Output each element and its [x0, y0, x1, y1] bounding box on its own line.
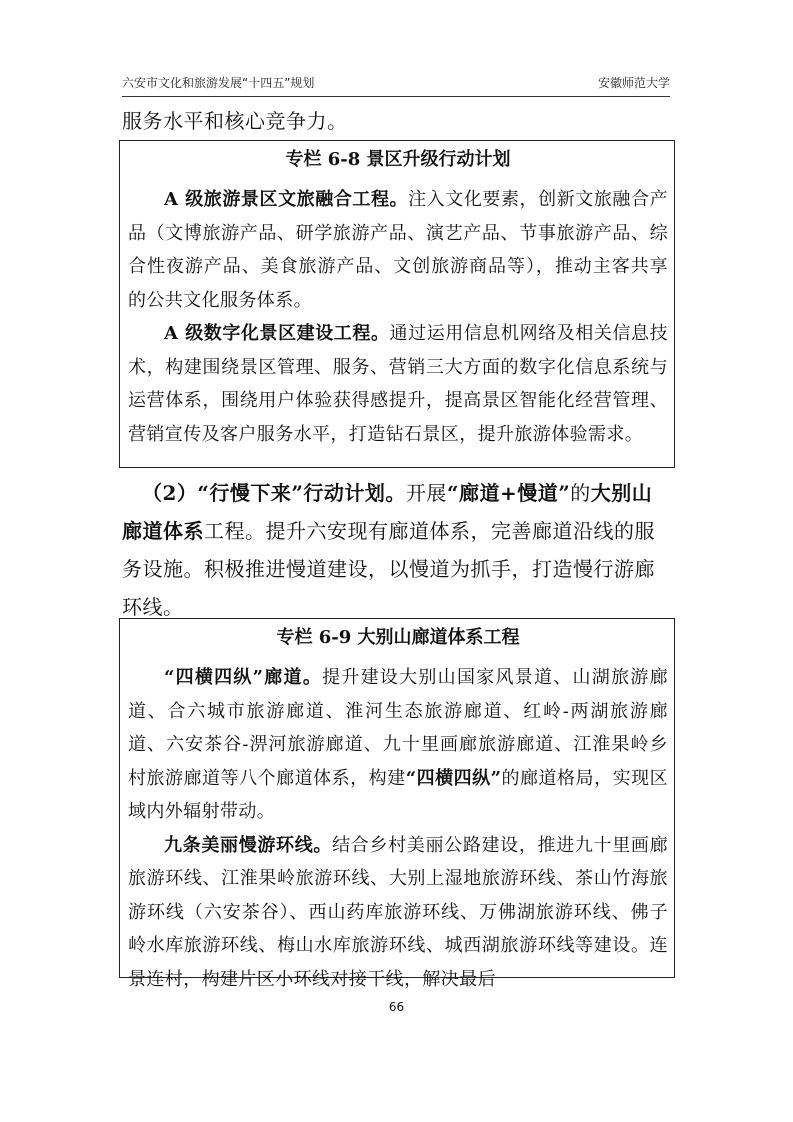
- paragraph-heading: 九条美丽慢游环线。: [164, 834, 333, 856]
- body-paragraph: （2）“行慢下来”行动计划。开展“廊道+慢道”的大别山廊道体系工程。提升六安现有廊道体系，完善廊道沿线的服务设施。积极推进慢道建设，以慢道为抓手，打造慢行游廊环线。: [122, 481, 655, 619]
- column-box-6-9: [119, 618, 675, 990]
- paragraph-heading: “四横四纵”廊道。: [164, 667, 323, 688]
- box-paragraph: [128, 183, 668, 317]
- page-number: 66: [388, 1000, 405, 1014]
- box-title: 专栏 6-8 景区升级行动计划: [285, 149, 511, 170]
- top-paragraph: 服务水平和核心竞争力。: [122, 109, 348, 133]
- box-paragraph: [128, 829, 668, 997]
- emphasis: “廊道+慢道”: [446, 481, 571, 505]
- emphasis: “四横四纵”: [405, 767, 502, 789]
- paragraph-text: 通过运用信息机网络及相关信息技术，构建围绕景区管理、服务、营销三大方面的数字化信息系统与运营体系，围绕用户体验获得感提升，提高景区智能化经营管理、营销宣传及客户服务水平，打造钻石景区，提升旅游体验需求。: [128, 323, 669, 445]
- header-title: 六安市文化和旅游发展“十四五”规划: [122, 76, 315, 90]
- paragraph-text: 注入文化要素，创新文旅融合产品（文博旅游产品、研学旅游产品、演艺产品、节事旅游产品、综合性夜游产品、美食旅游产品、文创旅游商品等），推动主客共享的公共文化服务体系。: [128, 189, 668, 311]
- paragraph-heading: A 级旅游景区文旅融合工程。: [164, 189, 409, 210]
- page-header: [122, 74, 670, 91]
- column-box-6-8: [119, 140, 675, 468]
- paragraph-heading: A 级数字化景区建设工程。: [164, 323, 390, 344]
- box-paragraph: [128, 317, 668, 451]
- paragraph-text: 结合乡村美丽公路建设，推进九十里画廊旅游环线、江淮果岭旅游环线、大别上湿地旅游环线、茶山竹海旅游环线（六安茶谷）、西山药库旅游环线、万佛湖旅游环线、佛子岭水库旅游环线、梅山水库旅游环线、城西湖旅游环线等建设。连景连村，构建片区小环线对接干线，解决最后: [128, 834, 668, 990]
- header-rule: [122, 96, 670, 97]
- box-paragraph: “四横四纵”廊道。提升建设大别山国家风景道、山湖旅游廊道、合六城市旅游廊道、淮河生态旅游廊道、红岭-两湖旅游廊道、六安茶谷-淠河旅游廊道、九十里画廊旅游廊道、江淮果岭乡村旅游廊道等八个廊道体系，构建“四横四纵”的廊道格局，实现区域内外辐射带动。: [128, 667, 669, 822]
- section-heading: （2）“行慢下来”行动计划。: [142, 481, 406, 505]
- box-title: 专栏 6-9 大别山廊道体系工程: [276, 627, 520, 648]
- emphasis: 大别山廊道体系: [122, 481, 653, 543]
- header-institution: 安徽师范大学: [597, 76, 670, 90]
